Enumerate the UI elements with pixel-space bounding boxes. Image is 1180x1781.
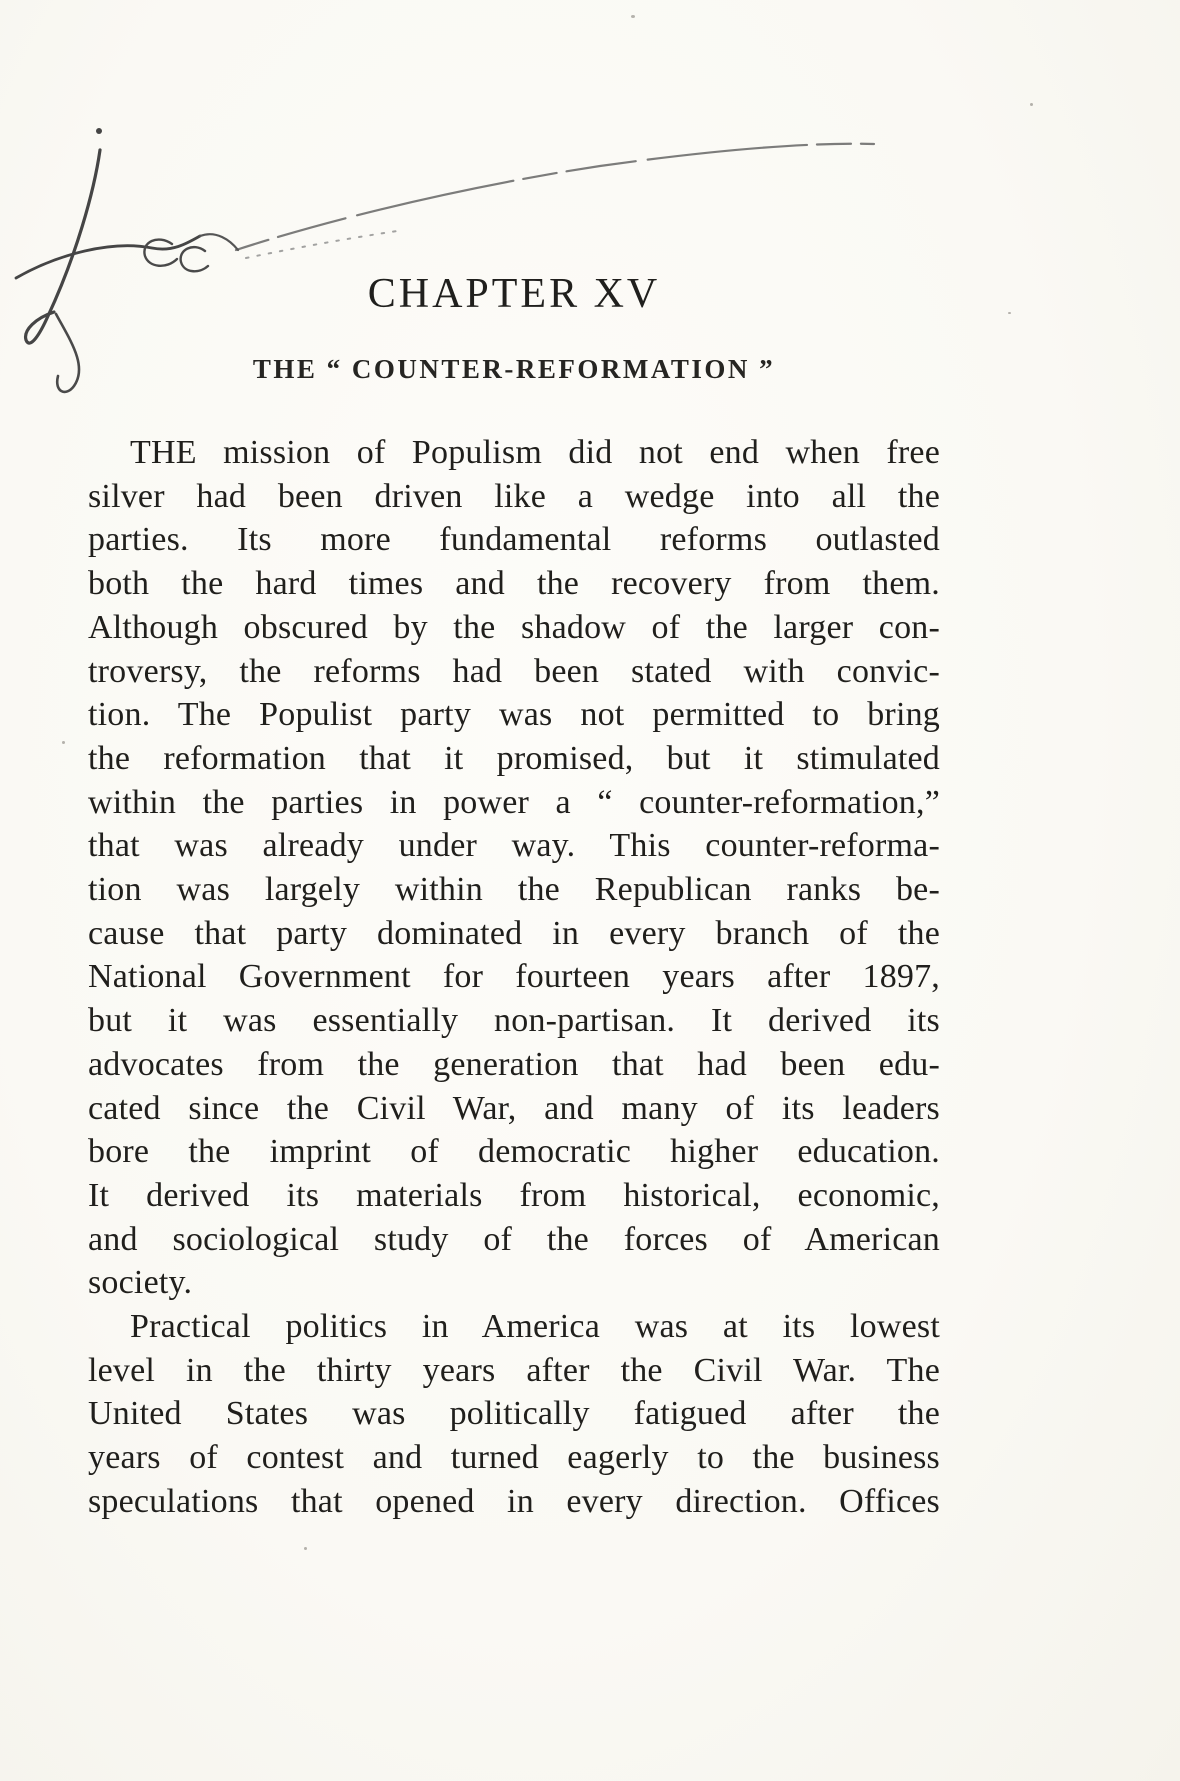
text-line: United States was politically fatigued after the: [88, 1395, 940, 1433]
text-line: cated since the Civil War, and many of its leaders: [88, 1089, 940, 1127]
text-line: both the hard times and the recovery from them.: [88, 565, 940, 603]
text-line: National Government for fourteen years after 1897,: [88, 958, 940, 996]
text-line: bore the imprint of democratic higher education.: [88, 1133, 940, 1171]
text-line: silver had been driven like a wedge into all the: [88, 477, 940, 515]
text-line: tion. The Populist party was not permitted to bring: [88, 696, 940, 734]
text-line: Although obscured by the shadow of the larger con-: [88, 608, 940, 646]
scan-speck: [1008, 312, 1011, 314]
scan-speck: [62, 741, 65, 744]
text-line: within the parties in power a “ counter-reformation,”: [88, 783, 940, 821]
text-line: years of contest and turned eagerly to the business: [88, 1439, 940, 1477]
chapter-heading: CHAPTER XV: [367, 271, 661, 317]
text-line: Practical politics in America was at its lowest: [130, 1308, 940, 1346]
text-line: tion was largely within the Republican ranks be-: [88, 871, 940, 909]
chapter-subtitle: THE “ COUNTER-REFORMATION ”: [252, 354, 776, 384]
scan-speck: [304, 1547, 307, 1550]
text-line: society.: [88, 1264, 193, 1302]
page-content: [88, 0, 940, 1524]
text-line: level in the thirty years after the Civil War. The: [88, 1351, 940, 1389]
text-line: advocates from the generation that had been edu-: [88, 1045, 940, 1083]
text-line: that was already under way. This counter-reforma-: [88, 827, 940, 865]
text-line: but it was essentially non-partisan. It derived its: [88, 1002, 940, 1040]
scan-speck: [1030, 103, 1033, 106]
body-text: [88, 431, 940, 1524]
paragraph: [88, 431, 940, 1305]
text-line: and sociological study of the forces of American: [88, 1220, 940, 1258]
text-line: THE mission of Populism did not end when free: [130, 434, 940, 471]
text-line: cause that party dominated in every branch of the: [88, 914, 940, 952]
text-line: the reformation that it promised, but it stimulated: [88, 739, 940, 777]
paragraph: [88, 1305, 940, 1524]
text-line: It derived its materials from historical, economic,: [88, 1176, 940, 1214]
text-line: troversy, the reforms had been stated with convic-: [88, 652, 940, 690]
text-line: parties. Its more fundamental reforms outlasted: [88, 521, 940, 559]
text-line: speculations that opened in every direction. Offices: [88, 1482, 940, 1520]
